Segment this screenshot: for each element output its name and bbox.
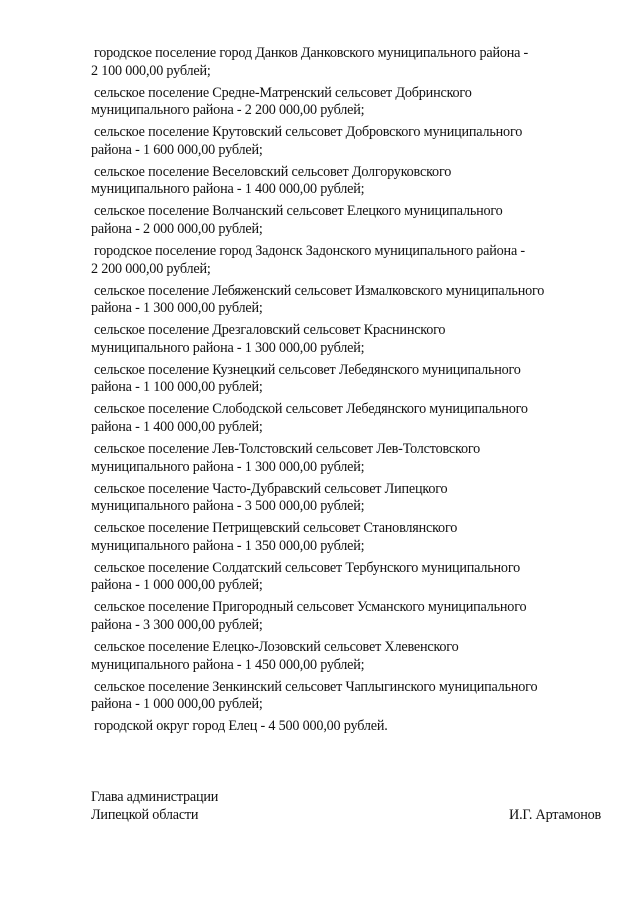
list-item-line: сельское поселение Солдатский сельсовет Тербунского муниципального xyxy=(94,559,520,576)
list-item-line: сельское поселение Средне-Матренский сельсовет Добринского xyxy=(94,84,472,101)
list-item-line: сельское поселение Крутовский сельсовет Добровского муниципального xyxy=(94,124,523,141)
list-item-line: муниципального района - 1 400 000,00 рублей; xyxy=(91,181,365,198)
list-item-line: района - 1 300 000,00 рублей; xyxy=(91,300,263,317)
list-item xyxy=(91,441,601,476)
list-item-line: района - 1 000 000,00 рублей; xyxy=(91,696,263,713)
list-item xyxy=(91,124,601,159)
list-item xyxy=(91,85,601,120)
list-item-line: сельское поселение Лебяженский сельсовет Измалковского муниципального xyxy=(94,282,545,299)
list-item-line: района - 2 000 000,00 рублей; xyxy=(91,221,263,238)
list-item xyxy=(91,599,601,634)
list-item xyxy=(91,362,601,397)
list-item xyxy=(91,45,601,80)
list-item xyxy=(91,718,601,736)
list-item-line: района - 3 300 000,00 рублей; xyxy=(91,617,263,634)
list-item xyxy=(91,639,601,674)
signatory-name: И.Г. Артамонов xyxy=(509,806,601,823)
list-item-line: сельское поселение Лев-Толстовский сельсовет Лев-Толстовского xyxy=(94,440,481,457)
list-item-line: сельское поселение Пригородный сельсовет Усманского муниципального xyxy=(94,599,527,616)
list-item xyxy=(91,401,601,436)
list-item xyxy=(91,560,601,595)
list-item-line: муниципального района - 3 500 000,00 рублей; xyxy=(91,498,365,515)
list-item-line: сельское поселение Кузнецкий сельсовет Лебедянского муниципального xyxy=(94,361,521,378)
signature-title-line1: Глава администрации xyxy=(91,789,219,805)
list-item-line: сельское поселение Дрезгаловский сельсовет Краснинского xyxy=(94,322,446,339)
list-item-line: сельское поселение Часто-Дубравский сельсовет Липецкого xyxy=(94,480,448,497)
list-item-line: сельское поселение Петрищевский сельсовет Становлянского xyxy=(94,520,458,537)
signature-row xyxy=(91,807,601,825)
signature-block xyxy=(91,789,601,824)
list-item-line: муниципального района - 1 450 000,00 рублей; xyxy=(91,656,365,673)
list-item-line: сельское поселение Елецко-Лозовский сельсовет Хлевенского xyxy=(94,638,459,655)
list-item xyxy=(91,164,601,199)
list-item xyxy=(91,243,601,278)
list-item-line: муниципального района - 1 300 000,00 рублей; xyxy=(91,339,365,356)
list-item-line: 2 200 000,00 рублей; xyxy=(91,260,211,277)
list-item-line: муниципального района - 1 300 000,00 рублей; xyxy=(91,458,365,475)
list-item-line: муниципального района - 2 200 000,00 рублей; xyxy=(91,102,365,119)
allocation-list xyxy=(91,45,601,740)
list-item-line: района - 1 100 000,00 рублей; xyxy=(91,379,263,396)
list-item-line: городское поселение город Задонск Задонского муниципального района - xyxy=(94,242,525,259)
signature-title-line2: Липецкой области xyxy=(91,806,199,823)
list-item xyxy=(91,203,601,238)
list-item-line: сельское поселение Слободской сельсовет Лебедянского муниципального xyxy=(94,401,528,418)
list-item xyxy=(91,520,601,555)
list-item xyxy=(91,481,601,516)
list-item xyxy=(91,322,601,357)
list-item-line: сельское поселение Веселовский сельсовет Долгоруковского xyxy=(94,163,452,180)
list-item-line: района - 1 000 000,00 рублей; xyxy=(91,577,263,594)
list-item-line: муниципального района - 1 350 000,00 рублей; xyxy=(91,537,365,554)
list-item-line: района - 1 600 000,00 рублей; xyxy=(91,141,263,158)
list-item-line: сельское поселение Зенкинский сельсовет Чаплыгинского муниципального xyxy=(94,678,538,695)
list-item-line: района - 1 400 000,00 рублей; xyxy=(91,419,263,436)
list-item-line: городское поселение город Данков Данковского муниципального района - xyxy=(94,45,529,61)
list-item xyxy=(91,283,601,318)
list-item-line: 2 100 000,00 рублей; xyxy=(91,62,211,79)
list-item-line: городской округ город Елец - 4 500 000,00 рублей. xyxy=(94,718,388,735)
list-item xyxy=(91,679,601,714)
list-item-line: сельское поселение Волчанский сельсовет Елецкого муниципального xyxy=(94,203,503,220)
